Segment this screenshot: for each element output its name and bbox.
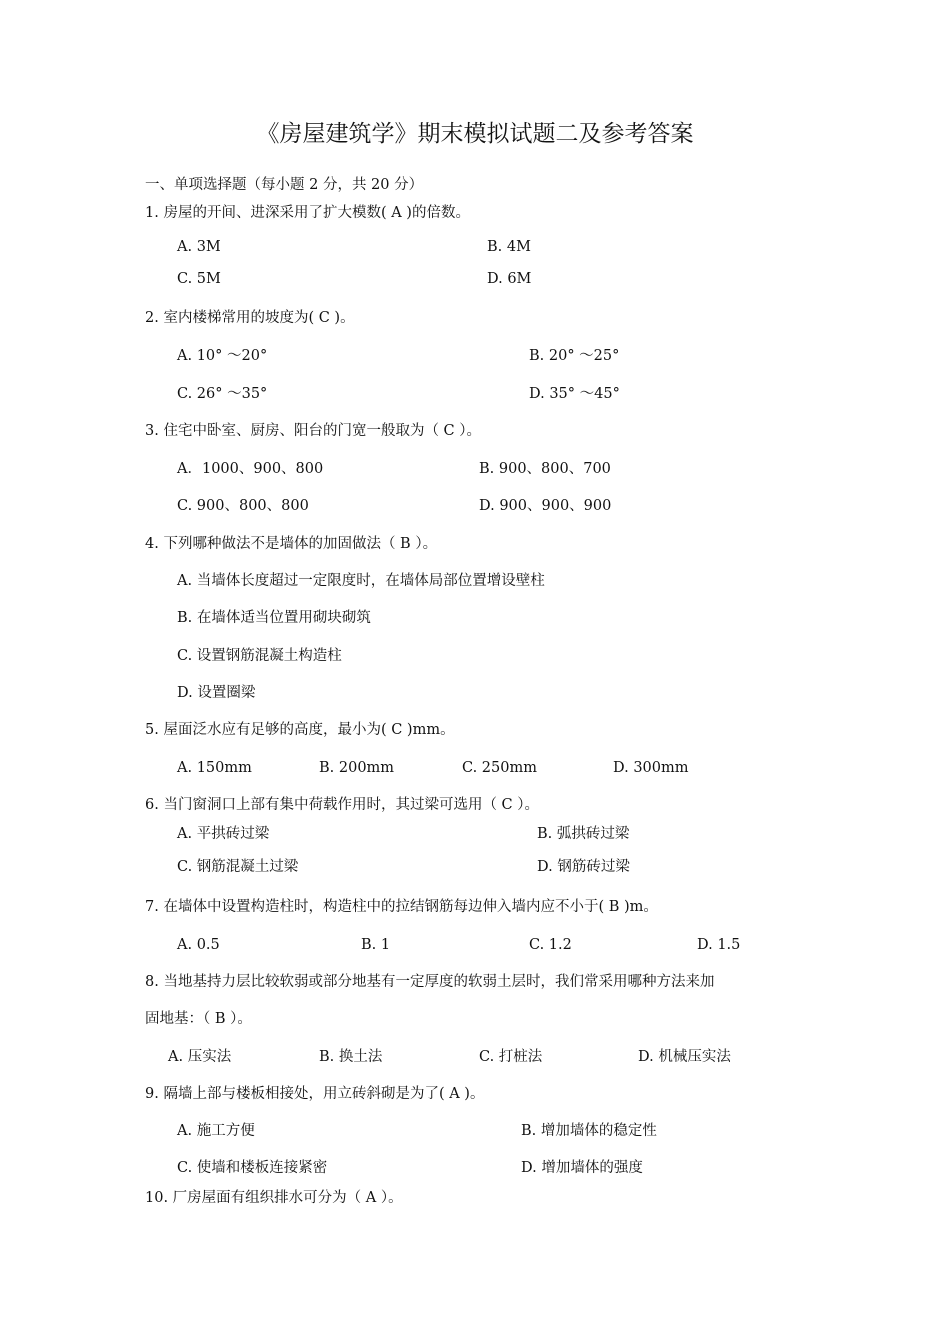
question-4-option-d: D. 设置圈梁 bbox=[177, 685, 256, 701]
question-6-option-d: D. 钢筋砖过梁 bbox=[537, 859, 630, 875]
question-8-stem-line-2: 固地基：（ B ）。 bbox=[145, 1011, 252, 1027]
question-7-option-d: D. 1.5 bbox=[697, 937, 741, 953]
question-3-option-c: C. 900、800、800 bbox=[177, 498, 309, 514]
question-7-option-b: B. 1 bbox=[361, 937, 391, 953]
question-1-option-c: C. 5M bbox=[177, 271, 221, 287]
question-4-option-a: A. 当墙体长度超过一定限度时，在墙体局部位置增设壁柱 bbox=[177, 573, 545, 589]
question-6-option-a: A. 平拱砖过梁 bbox=[177, 826, 270, 842]
question-3-option-b: B. 900、800、700 bbox=[479, 461, 611, 477]
question-8-option-d: D. 机械压实法 bbox=[638, 1049, 731, 1065]
question-4-option-c: C. 设置钢筋混凝土构造柱 bbox=[177, 648, 342, 664]
question-2-option-d: D. 35° ～45° bbox=[529, 386, 620, 402]
question-3-stem: 3. 住宅中卧室、厨房、阳台的门宽一般取为（ C ）。 bbox=[145, 423, 482, 439]
question-5-stem: 5. 屋面泛水应有足够的高度，最小为( C )mm。 bbox=[145, 722, 455, 738]
question-7-stem: 7. 在墙体中设置构造柱时，构造柱中的拉结钢筋每边伸入墙内应不小于( B )m。 bbox=[145, 899, 658, 915]
question-6-stem: 6. 当门窗洞口上部有集中荷载作用时，其过梁可选用（ C ）。 bbox=[145, 797, 540, 813]
question-5-option-a: A. 150mm bbox=[177, 760, 252, 776]
question-7-option-c: C. 1.2 bbox=[529, 937, 572, 953]
question-8-stem-line-1: 8. 当地基持力层比较软弱或部分地基有一定厚度的软弱土层时，我们常采用哪种方法来加 bbox=[145, 974, 715, 990]
question-9-option-d: D. 增加墙体的强度 bbox=[521, 1160, 643, 1176]
question-8-option-c: C. 打桩法 bbox=[479, 1049, 543, 1065]
question-1-option-d: D. 6M bbox=[487, 271, 532, 287]
question-1-stem: 1. 房屋的开间、进深采用了扩大模数( A )的倍数。 bbox=[145, 205, 470, 221]
question-8-option-a: A. 压实法 bbox=[168, 1049, 232, 1065]
question-1-option-b: B. 4M bbox=[487, 239, 531, 255]
question-2-stem: 2. 室内楼梯常用的坡度为( C )。 bbox=[145, 310, 355, 326]
question-7-option-a: A. 0.5 bbox=[177, 937, 220, 953]
section-heading: 一、单项选择题（每小题 2 分，共 20 分） bbox=[145, 177, 424, 193]
question-5-option-c: C. 250mm bbox=[462, 760, 537, 776]
question-8-option-b: B. 换土法 bbox=[319, 1049, 383, 1065]
question-9-option-b: B. 增加墙体的稳定性 bbox=[521, 1123, 657, 1139]
question-2-option-c: C. 26° ～35° bbox=[177, 386, 268, 402]
question-4-stem: 4. 下列哪种做法不是墙体的加固做法（ B ）。 bbox=[145, 536, 438, 552]
question-6-option-b: B. 弧拱砖过梁 bbox=[537, 826, 630, 842]
page-title: 《房屋建筑学》期末模拟试题二及参考答案 bbox=[256, 121, 694, 147]
question-5-option-b: B. 200mm bbox=[319, 760, 395, 776]
question-5-option-d: D. 300mm bbox=[613, 760, 689, 776]
question-6-option-c: C. 钢筋混凝土过梁 bbox=[177, 859, 299, 875]
question-9-option-a: A. 施工方便 bbox=[177, 1123, 255, 1139]
question-1-option-a: A. 3M bbox=[177, 239, 221, 255]
question-3-option-a: A．1000、900、800 bbox=[177, 461, 324, 477]
question-9-option-c: C. 使墙和楼板连接紧密 bbox=[177, 1160, 328, 1176]
question-2-option-a: A. 10° ～20° bbox=[177, 348, 268, 364]
question-10-stem: 10. 厂房屋面有组织排水可分为（ A ）。 bbox=[145, 1190, 403, 1206]
question-9-stem: 9. 隔墙上部与楼板相接处，用立砖斜砌是为了( A )。 bbox=[145, 1086, 485, 1102]
question-3-option-d: D. 900、900、900 bbox=[479, 498, 612, 514]
question-4-option-b: B. 在墙体适当位置用砌块砌筑 bbox=[177, 610, 371, 626]
question-2-option-b: B. 20° ～25° bbox=[529, 348, 620, 364]
